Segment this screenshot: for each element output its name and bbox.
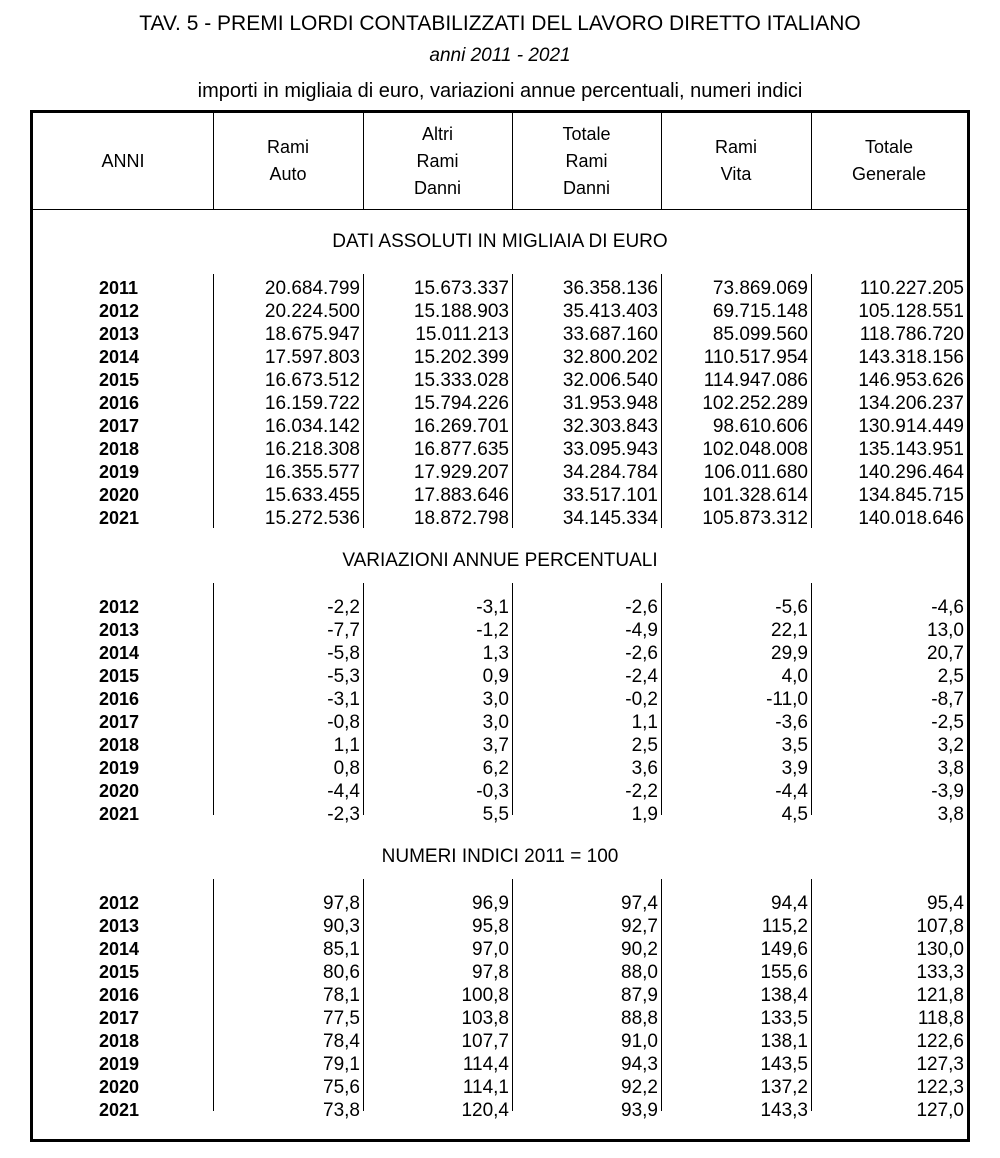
row-year: 2014	[99, 643, 140, 663]
cell-totale-rami-danni: 1,1	[631, 712, 658, 733]
cell-altri-rami-danni: 6,2	[482, 758, 509, 779]
table-row	[33, 619, 967, 642]
cell-altri-rami-danni: 17.929.207	[413, 462, 509, 483]
cell-rami-auto: 16.673.512	[264, 370, 360, 391]
cell-rami-auto: -4,4	[327, 781, 360, 802]
cell-altri-rami-danni: 15.673.337	[413, 278, 509, 299]
cell-rami-vita: -5,6	[775, 597, 808, 618]
table-row	[33, 665, 967, 688]
cell-rami-auto: 78,4	[323, 1031, 360, 1052]
header-rami-auto	[213, 113, 363, 209]
cell-rami-auto: 90,3	[323, 916, 360, 937]
header-label-line: Rami	[565, 150, 608, 171]
cell-rami-auto: 18.675.947	[264, 324, 360, 345]
cell-rami-auto: 20.224.500	[264, 301, 360, 322]
cell-altri-rami-danni: 120,4	[461, 1100, 509, 1121]
cell-altri-rami-danni: 15.794.226	[413, 393, 509, 414]
cell-totale-generale: 95,4	[927, 893, 964, 914]
row-year: 2021	[99, 804, 140, 824]
table-row	[33, 892, 967, 915]
table-row	[33, 984, 967, 1007]
cell-totale-rami-danni: 93,9	[621, 1100, 658, 1121]
cell-totale-rami-danni: 88,0	[621, 962, 658, 983]
cell-totale-generale: 122,3	[916, 1077, 964, 1098]
table-row	[33, 461, 967, 484]
cell-rami-vita: 94,4	[771, 893, 808, 914]
header-label-line: Altri	[422, 123, 453, 144]
row-year: 2013	[99, 916, 140, 936]
cell-altri-rami-danni: 17.883.646	[413, 485, 509, 506]
cell-rami-vita: 149,6	[760, 939, 808, 960]
cell-rami-vita: -11,0	[766, 689, 808, 710]
cell-totale-rami-danni: 34.284.784	[562, 462, 658, 483]
cell-totale-rami-danni: 32.800.202	[562, 347, 658, 368]
cell-totale-generale: -3,9	[931, 781, 964, 802]
table-row	[33, 507, 967, 530]
header-altri-rami-danni	[363, 113, 512, 209]
cell-rami-auto: -2,3	[327, 804, 360, 825]
cell-rami-auto: 17.597.803	[264, 347, 360, 368]
table-row	[33, 596, 967, 619]
cell-rami-vita: 69.715.148	[712, 301, 808, 322]
cell-rami-auto: 80,6	[323, 962, 360, 983]
cell-totale-rami-danni: 92,2	[621, 1077, 658, 1098]
cell-rami-auto: 16.218.308	[264, 439, 360, 460]
row-year: 2016	[99, 985, 140, 1005]
table-row	[33, 323, 967, 346]
cell-altri-rami-danni: -0,3	[476, 781, 509, 802]
row-year: 2021	[99, 508, 140, 528]
table-row	[33, 734, 967, 757]
cell-totale-rami-danni: 34.145.334	[562, 508, 658, 529]
cell-rami-auto: 73,8	[323, 1100, 360, 1121]
cell-altri-rami-danni: 15.011.213	[415, 324, 509, 345]
cell-rami-auto: -2,2	[327, 597, 360, 618]
row-year: 2019	[99, 758, 140, 778]
cell-altri-rami-danni: 15.333.028	[413, 370, 509, 391]
table-row	[33, 780, 967, 803]
cell-totale-generale: 134.206.237	[858, 393, 964, 414]
table-row	[33, 757, 967, 780]
cell-totale-generale: 118.786.720	[859, 324, 964, 345]
cell-totale-generale: 107,8	[916, 916, 964, 937]
cell-altri-rami-danni: 3,0	[482, 712, 509, 733]
table-row	[33, 711, 967, 734]
cell-totale-rami-danni: -4,9	[625, 620, 658, 641]
cell-totale-generale: 3,2	[937, 735, 964, 756]
section-variazioni-title: VARIAZIONI ANNUE PERCENTUALI	[342, 550, 658, 571]
cell-rami-auto: 79,1	[323, 1054, 360, 1075]
table-row	[33, 688, 967, 711]
cell-rami-auto: 16.355.577	[264, 462, 360, 483]
section-numeri-indici-title: NUMERI INDICI 2011 = 100	[381, 846, 619, 867]
cell-rami-auto: 15.272.536	[264, 508, 360, 529]
header-label-line: Danni	[562, 177, 611, 198]
cell-totale-rami-danni: 94,3	[621, 1054, 658, 1075]
cell-totale-generale: 127,0	[916, 1100, 964, 1121]
cell-altri-rami-danni: 97,8	[472, 962, 509, 983]
table-row	[33, 1053, 967, 1076]
header-anni	[33, 113, 213, 209]
cell-rami-auto: 85,1	[323, 939, 360, 960]
row-year: 2015	[99, 962, 140, 982]
cell-rami-vita: 98.610.606	[712, 416, 808, 437]
cell-rami-vita: 138,4	[760, 985, 808, 1006]
header-label-line: Vita	[720, 164, 752, 184]
cell-totale-generale: 133,3	[916, 962, 964, 983]
cell-rami-auto: 0,8	[333, 758, 360, 779]
cell-totale-generale: 20,7	[927, 643, 964, 664]
cell-totale-generale: -2,5	[931, 712, 964, 733]
cell-rami-vita: 4,0	[781, 666, 808, 687]
cell-totale-generale: 146.953.626	[858, 370, 964, 391]
table-row	[33, 484, 967, 507]
cell-rami-auto: 78,1	[323, 985, 360, 1006]
cell-altri-rami-danni: 1,3	[482, 643, 509, 664]
row-year: 2021	[99, 1100, 140, 1120]
cell-altri-rami-danni: 107,7	[461, 1031, 509, 1052]
header-label-line: Auto	[269, 164, 307, 184]
cell-rami-auto: 1,1	[333, 735, 360, 756]
cell-altri-rami-danni: 3,7	[482, 735, 509, 756]
data-table	[30, 110, 970, 1142]
cell-rami-auto: -5,3	[327, 666, 360, 687]
cell-altri-rami-danni: 15.188.903	[413, 301, 509, 322]
row-year: 2019	[99, 462, 140, 482]
cell-totale-rami-danni: 35.413.403	[562, 301, 658, 322]
cell-totale-generale: 135.143.951	[858, 439, 964, 460]
cell-rami-vita: -4,4	[775, 781, 808, 802]
header-label-line: Rami	[416, 150, 459, 171]
row-year: 2017	[99, 712, 140, 732]
table-title: TAV. 5 - PREMI LORDI CONTABILIZZATI DEL LAVORO DIRETTO ITALIANO	[139, 12, 861, 35]
row-year: 2015	[99, 666, 140, 686]
cell-altri-rami-danni: 96,9	[472, 893, 509, 914]
cell-altri-rami-danni: 16.877.635	[413, 439, 509, 460]
row-year: 2020	[99, 1077, 140, 1097]
cell-totale-rami-danni: 90,2	[621, 939, 658, 960]
cell-altri-rami-danni: 114,1	[462, 1077, 509, 1098]
cell-totale-rami-danni: -2,4	[625, 666, 658, 687]
row-year: 2012	[99, 893, 140, 913]
table-row	[33, 938, 967, 961]
cell-rami-auto: 75,6	[323, 1077, 360, 1098]
cell-rami-vita: 110.517.954	[703, 347, 808, 368]
cell-rami-auto: 15.633.455	[264, 485, 360, 506]
cell-totale-rami-danni: 92,7	[621, 916, 658, 937]
cell-totale-rami-danni: 33.687.160	[562, 324, 658, 345]
table-row	[33, 1007, 967, 1030]
units-note: importi in migliaia di euro, variazioni annue percentuali, numeri indici	[197, 80, 803, 102]
cell-totale-rami-danni: 3,6	[631, 758, 658, 779]
table-row	[33, 1099, 967, 1122]
table-row	[33, 438, 967, 461]
cell-totale-rami-danni: 2,5	[631, 735, 658, 756]
section-dati-assoluti-title: DATI ASSOLUTI IN MIGLIAIA DI EURO	[332, 231, 668, 252]
cell-totale-rami-danni: 88,8	[621, 1008, 658, 1029]
cell-rami-vita: 114.947.086	[703, 370, 808, 391]
cell-rami-vita: 85.099.560	[712, 324, 808, 345]
cell-altri-rami-danni: 0,9	[482, 666, 509, 687]
cell-rami-vita: 155,6	[760, 962, 808, 983]
cell-rami-auto: -7,7	[327, 620, 360, 641]
cell-rami-vita: -3,6	[775, 712, 808, 733]
cell-altri-rami-danni: 114,4	[462, 1054, 509, 1075]
cell-rami-vita: 3,5	[781, 735, 808, 756]
cell-rami-auto: -3,1	[327, 689, 360, 710]
cell-totale-rami-danni: 1,9	[631, 804, 658, 825]
table-row	[33, 1076, 967, 1099]
cell-totale-generale: 143.318.156	[858, 347, 964, 368]
cell-altri-rami-danni: 3,0	[482, 689, 509, 710]
cell-rami-auto: 16.034.142	[264, 416, 360, 437]
cell-rami-vita: 4,5	[781, 804, 808, 825]
cell-totale-rami-danni: -2,6	[625, 597, 658, 618]
cell-altri-rami-danni: 16.269.701	[413, 416, 509, 437]
table-row	[33, 392, 967, 415]
cell-totale-generale: -8,7	[931, 689, 964, 710]
cell-totale-rami-danni: 31.953.948	[562, 393, 658, 414]
header-totale-generale	[811, 113, 967, 209]
cell-rami-vita: 115,2	[761, 916, 808, 937]
cell-rami-vita: 138,1	[760, 1031, 808, 1052]
row-year: 2019	[99, 1054, 140, 1074]
row-year: 2011	[99, 278, 139, 298]
row-year: 2018	[99, 735, 140, 755]
row-year: 2016	[99, 393, 140, 413]
cell-rami-vita: 137,2	[760, 1077, 808, 1098]
row-year: 2018	[99, 1031, 140, 1051]
cell-totale-rami-danni: 36.358.136	[562, 278, 658, 299]
row-year: 2018	[99, 439, 140, 459]
row-year: 2020	[99, 781, 140, 801]
cell-totale-generale: 105.128.551	[858, 301, 964, 322]
row-year: 2015	[99, 370, 140, 390]
cell-totale-generale: 130,0	[916, 939, 964, 960]
cell-rami-vita: 143,5	[760, 1054, 808, 1075]
cell-totale-rami-danni: 32.006.540	[562, 370, 658, 391]
cell-totale-rami-danni: 87,9	[621, 985, 658, 1006]
cell-totale-rami-danni: -2,6	[625, 643, 658, 664]
table-row	[33, 915, 967, 938]
cell-rami-vita: 133,5	[760, 1008, 808, 1029]
cell-totale-generale: 122,6	[916, 1031, 964, 1052]
row-year: 2014	[99, 939, 140, 959]
table-row	[33, 1030, 967, 1053]
header-totale-rami-danni	[512, 113, 661, 209]
cell-totale-rami-danni: -2,2	[625, 781, 658, 802]
header-label-line: Danni	[413, 177, 462, 198]
header-divider	[33, 209, 967, 210]
cell-rami-auto: -5,8	[327, 643, 360, 664]
table-row	[33, 277, 967, 300]
cell-totale-generale: 3,8	[937, 804, 964, 825]
cell-altri-rami-danni: 100,8	[461, 985, 509, 1006]
cell-rami-vita: 106.011.680	[703, 462, 808, 483]
header-label-line: Generale	[851, 164, 927, 184]
row-year: 2013	[99, 620, 140, 640]
cell-rami-vita: 143,3	[760, 1100, 808, 1121]
header-label-line: ANNI	[101, 150, 145, 171]
table-row	[33, 369, 967, 392]
cell-rami-vita: 73.869.069	[712, 278, 808, 299]
header-rami-vita	[661, 113, 811, 209]
cell-rami-vita: 102.252.289	[702, 393, 808, 414]
cell-totale-generale: 134.845.715	[858, 485, 964, 506]
cell-altri-rami-danni: -3,1	[476, 597, 509, 618]
cell-totale-rami-danni: 91,0	[621, 1031, 658, 1052]
row-year: 2012	[99, 301, 140, 321]
row-year: 2020	[99, 485, 140, 505]
header-label-line: Rami	[714, 137, 757, 157]
table-row	[33, 961, 967, 984]
cell-totale-rami-danni: 32.303.843	[562, 416, 658, 437]
cell-rami-vita: 102.048.008	[702, 439, 808, 460]
table-row	[33, 415, 967, 438]
cell-totale-rami-danni: -0,2	[625, 689, 658, 710]
header-label-line: Totale	[864, 137, 914, 157]
cell-totale-generale: 140.018.646	[858, 508, 964, 529]
cell-rami-vita: 105.873.312	[702, 508, 808, 529]
cell-rami-vita: 22,1	[771, 620, 808, 641]
cell-totale-generale: 110.227.205	[859, 278, 964, 299]
cell-altri-rami-danni: 18.872.798	[413, 508, 509, 529]
cell-totale-generale: 2,5	[937, 666, 964, 687]
row-year: 2017	[99, 1008, 140, 1028]
cell-totale-generale: 127,3	[916, 1054, 964, 1075]
table-row	[33, 346, 967, 369]
cell-totale-generale: 140.296.464	[858, 462, 964, 483]
cell-totale-generale: 118,8	[917, 1008, 964, 1029]
table-subtitle: anni 2011 - 2021	[429, 45, 571, 66]
cell-totale-generale: 121,8	[916, 985, 964, 1006]
table-row	[33, 642, 967, 665]
cell-rami-auto: 77,5	[323, 1008, 360, 1029]
cell-totale-rami-danni: 97,4	[621, 893, 658, 914]
cell-rami-auto: 16.159.722	[264, 393, 360, 414]
row-year: 2016	[99, 689, 140, 709]
cell-totale-rami-danni: 33.517.101	[562, 485, 658, 506]
cell-altri-rami-danni: 97,0	[472, 939, 509, 960]
cell-totale-generale: 130.914.449	[858, 416, 964, 437]
cell-totale-generale: 13,0	[927, 620, 964, 641]
cell-rami-vita: 101.328.614	[702, 485, 808, 506]
cell-rami-vita: 3,9	[781, 758, 808, 779]
cell-totale-rami-danni: 33.095.943	[562, 439, 658, 460]
table-row	[33, 803, 967, 826]
cell-altri-rami-danni: 15.202.399	[413, 347, 509, 368]
cell-altri-rami-danni: -1,2	[476, 620, 509, 641]
cell-totale-generale: -4,6	[931, 597, 964, 618]
table-row	[33, 300, 967, 323]
row-year: 2017	[99, 416, 140, 436]
row-year: 2013	[99, 324, 140, 344]
cell-rami-vita: 29,9	[771, 643, 808, 664]
cell-altri-rami-danni: 95,8	[472, 916, 509, 937]
cell-altri-rami-danni: 103,8	[461, 1008, 509, 1029]
header-label-line: Totale	[562, 123, 611, 144]
cell-rami-auto: 97,8	[323, 893, 360, 914]
cell-altri-rami-danni: 5,5	[482, 804, 509, 825]
cell-rami-auto: -0,8	[327, 712, 360, 733]
row-year: 2014	[99, 347, 140, 367]
cell-rami-auto: 20.684.799	[264, 278, 360, 299]
header-label-line: Rami	[266, 137, 309, 157]
row-year: 2012	[99, 597, 140, 617]
cell-totale-generale: 3,8	[937, 758, 964, 779]
